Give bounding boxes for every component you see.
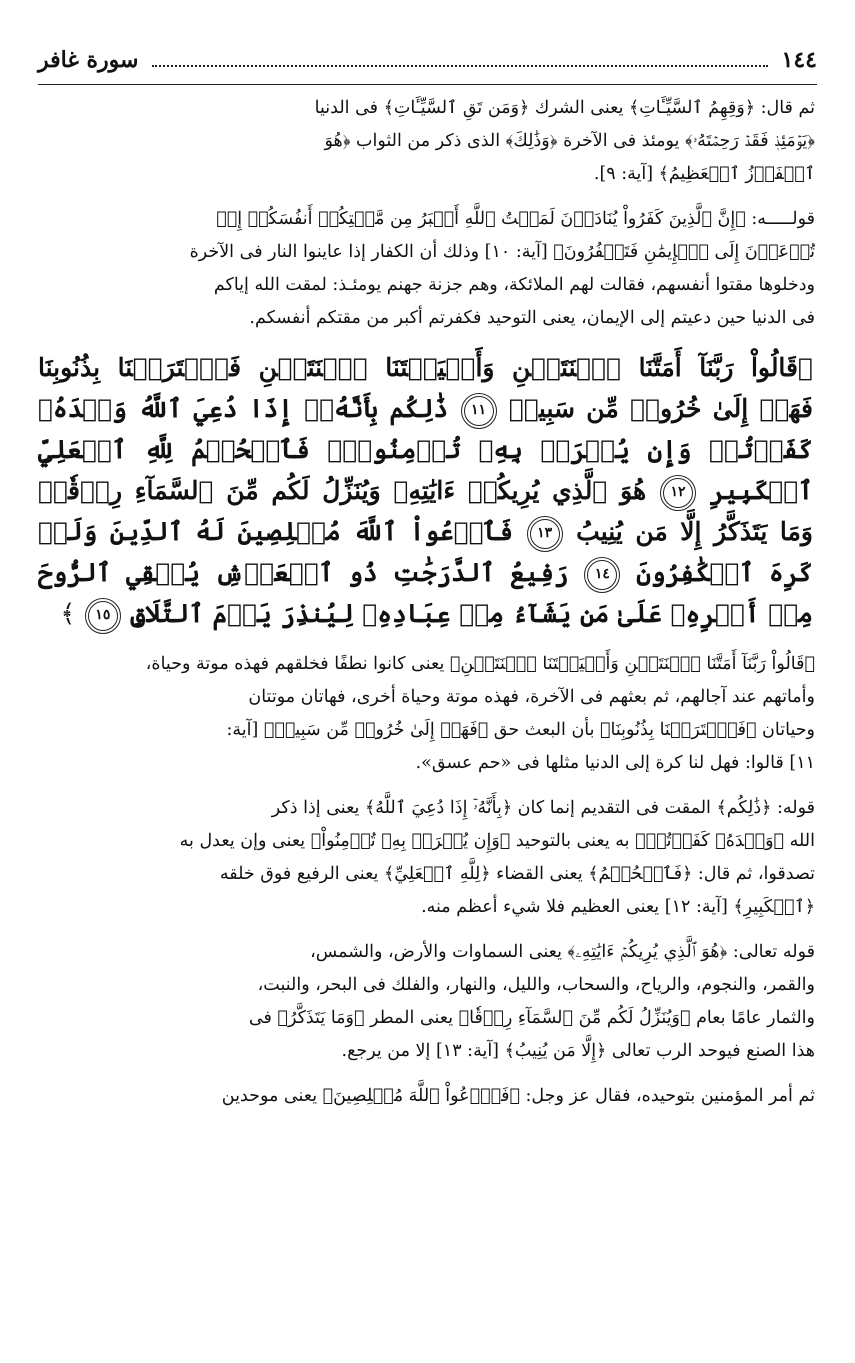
verse-number-marker: ١٥: [88, 601, 118, 631]
text-line: ثم قال: ﴿وَقِهِمُ ٱلسَّيِّـَٔاتِ﴾ يعنى الشرك ﴿وَمَن تَقِ ٱلسَّيِّـَٔاتِ﴾ فى الدنيا: [314, 98, 815, 118]
text-line: والثمار عامًا بعام ﴿وَيُنَزِّلُ لَكُم مِّنَ ٱلسَّمَآءِ رِزۡقٗا﴾ يعنى المطر ﴿وَمَا يَتَذَكَّرُ﴾ فى: [248, 1008, 815, 1028]
page-body: [36, 92, 815, 1125]
text-line: والقمر، والنجوم، والرياح، والسحاب، والليل، والنهار، والفلك فى البحر، والنبت،: [257, 975, 815, 995]
text-line: ٱلۡفَوۡزُ ٱلۡعَظِيمُ﴾ [آية: ٩].: [593, 164, 815, 184]
commentary-paragraph: [36, 1080, 815, 1113]
text-line: ﴿قَالُواْ رَبَّنَآ أَمَتَّنَا ٱثۡنَتَيۡنِ وَأَحۡيَيۡتَنَا ٱثۡنَتَيۡنِ﴾ يعنى كانوا نطفًا فخلقهم فهذه موتة وحياة،: [145, 654, 815, 674]
text-line: ﴿يَوۡمَئِذٖ فَقَدۡ رَحِمۡتَهُۥ﴾ يومئذ فى الآخرة ﴿وَذَٰلِكَ﴾ الذى ذكر من الثواب ﴿هُوَ: [324, 131, 815, 151]
verse-number-marker: ١٢: [663, 478, 693, 508]
text-line: وحياتان ﴿فَٱعۡتَرَفۡنَا بِذُنُوبِنَا﴾ بأن البعث حق ﴿فَهَلۡ إِلَىٰ خُرُوجٖ مِّن سَبِيلٖ﴾ [آية:: [226, 720, 815, 740]
text-line: قوله تعالى: ﴿هُوَ ٱلَّذِي يُرِيكُمۡ ءَايَٰتِهِۦ﴾ يعنى السماوات والأرض، والشمس،: [310, 942, 815, 962]
text-line: وأماتهم عند آجالهم، ثم بعثهم فى الآخرة، فهذه موتة وحياة أخرى، فهاتان موتتان: [248, 687, 815, 707]
text-line: تُدۡعَوۡنَ إِلَى ٱلۡإِيمَٰنِ فَتَكۡفُرُونَ﴾ [آية: ١٠] وذلك أن الكفار إذا عاينوا النار فى الآخرة: [189, 242, 815, 262]
header-dot-leader: [152, 65, 767, 67]
commentary-paragraph: [36, 648, 815, 780]
verse-number-marker: ١٤: [587, 560, 617, 590]
commentary-paragraph: [36, 936, 815, 1068]
header-rule: [38, 84, 817, 85]
verse-text: هُوَ ٱلَّذِي يُرِيكُمۡ ءَايَٰتِهِۦ وَيُنَزِّلُ لَكُم مِّنَ ٱلسَّمَآءِ رِزۡقٗاۚ وَمَا يَتَذَكَّرُ إِلَّا مَن يُنِيبُ: [38, 476, 813, 546]
text-line: ودخلوها مقتوا أنفسهم، فقالت لهم الملائكة، وهم جزنة جهنم يومئـذ: لمقت الله إياكم: [213, 275, 815, 295]
verse-text: ذَٰلِكُم بِأَنَّهُۥٓ إِذَا دُعِيَ ٱللَّهُ وَحۡدَهُۥ كَفَرۡتُمۡ وَإِن يُشۡرَكۡ بِهِۦ تُؤۡمِنُواْۚ فَٱلۡحُكۡمُ لِلَّهِ ٱلۡعَلِيِّ ٱلۡكَبِيرِ: [38, 394, 813, 505]
verse-number-marker: ١٣: [530, 519, 560, 549]
verse-text: فَٱدۡعُواْ ٱللَّهَ مُخۡلِصِينَ لَهُ ٱلدِّينَ وَلَوۡ كَرِهَ ٱلۡكَٰفِرُونَ: [38, 517, 813, 587]
text-line: ١١] قالوا: فهل لنا كرة إلى الدنيا مثلها فى «حم عسق».: [415, 753, 815, 773]
closing-bracket: ﴾: [60, 599, 76, 628]
quran-verse-block: [36, 347, 815, 634]
page-number: ١٤٤: [781, 47, 817, 73]
surah-title: سورة غافر: [38, 47, 139, 73]
text-line: قوله: ﴿ذَٰلِكُم﴾ المقت فى التقديم إنما كان ﴿بِأَنَّهُۥٓ إِذَا دُعِيَ ٱللَّهُ﴾ يعنى إذا ذكر: [271, 798, 815, 818]
verse-number-marker: ١١: [464, 396, 494, 426]
commentary-paragraph: [36, 92, 815, 191]
verse-text: ﴿قَالُواْ رَبَّنَآ أَمَتَّنَا ٱثۡنَتَيۡنِ وَأَحۡيَيۡتَنَا ٱثۡنَتَيۡنِ فَٱعۡتَرَفۡنَا بِذُنُوبِنَا فَهَلۡ إِلَىٰ خُرُوجٖ مِّن سَبِيلٖ: [38, 353, 813, 423]
text-line: قولـــــه: ﴿إِنَّ ٱلَّذِينَ كَفَرُواْ يُنَادَوۡنَ لَمَقۡتُ ٱللَّهِ أَكۡبَرُ مِن مَّقۡتِكُمۡ أَنفُسَكُمۡ إِذۡ: [216, 209, 815, 229]
page-header: [38, 40, 817, 80]
commentary-paragraph: [36, 203, 815, 335]
text-line: ﴿ٱلۡكَبِيرِ﴾ [آية: ١٢] يعنى العظيم فلا شيء أعظم منه.: [421, 897, 815, 917]
verse-text: رَفِيعُ ٱلدَّرَجَٰتِ ذُو ٱلۡعَرۡشِ يُلۡقِي ٱلرُّوحَ مِنۡ أَمۡرِهِۦ عَلَىٰ مَن يَشَآءُ مِنۡ عِبَادِهِۦ لِيُنذِرَ يَوۡمَ ٱلتَّلَاقِ: [38, 558, 813, 628]
commentary-paragraph: [36, 792, 815, 924]
text-line: فى الدنيا حين دعيتم إلى الإيمان، يعنى التوحيد فكفرتم أكبر من مقتكم أنفسكم.: [249, 308, 815, 328]
text-line: ثم أمر المؤمنين بتوحيده، فقال عز وجل: ﴿فَٱدۡعُواْ ٱللَّهَ مُخۡلِصِينَ﴾ يعنى موحدين: [221, 1086, 815, 1106]
text-line: هذا الصنع فيوحد الرب تعالى ﴿إِلَّا مَن يُنِيبُ﴾ [آية: ١٣] إلا من يرجع.: [341, 1041, 815, 1061]
text-line: تصدقوا، ثم قال: ﴿فَٱلۡحُكۡمُ﴾ يعنى القضاء ﴿لِلَّهِ ٱلۡعَلِيِّ﴾ يعنى الرفيع فوق خلقه: [219, 864, 815, 884]
text-line: الله ﴿وَحۡدَهُۥ كَفَرۡتُمۡ﴾ به يعنى بالتوحيد ﴿وَإِن يُشۡرَكۡ بِهِۦ تُؤۡمِنُواْ﴾ يعنى وإن يعدل به: [179, 831, 815, 851]
